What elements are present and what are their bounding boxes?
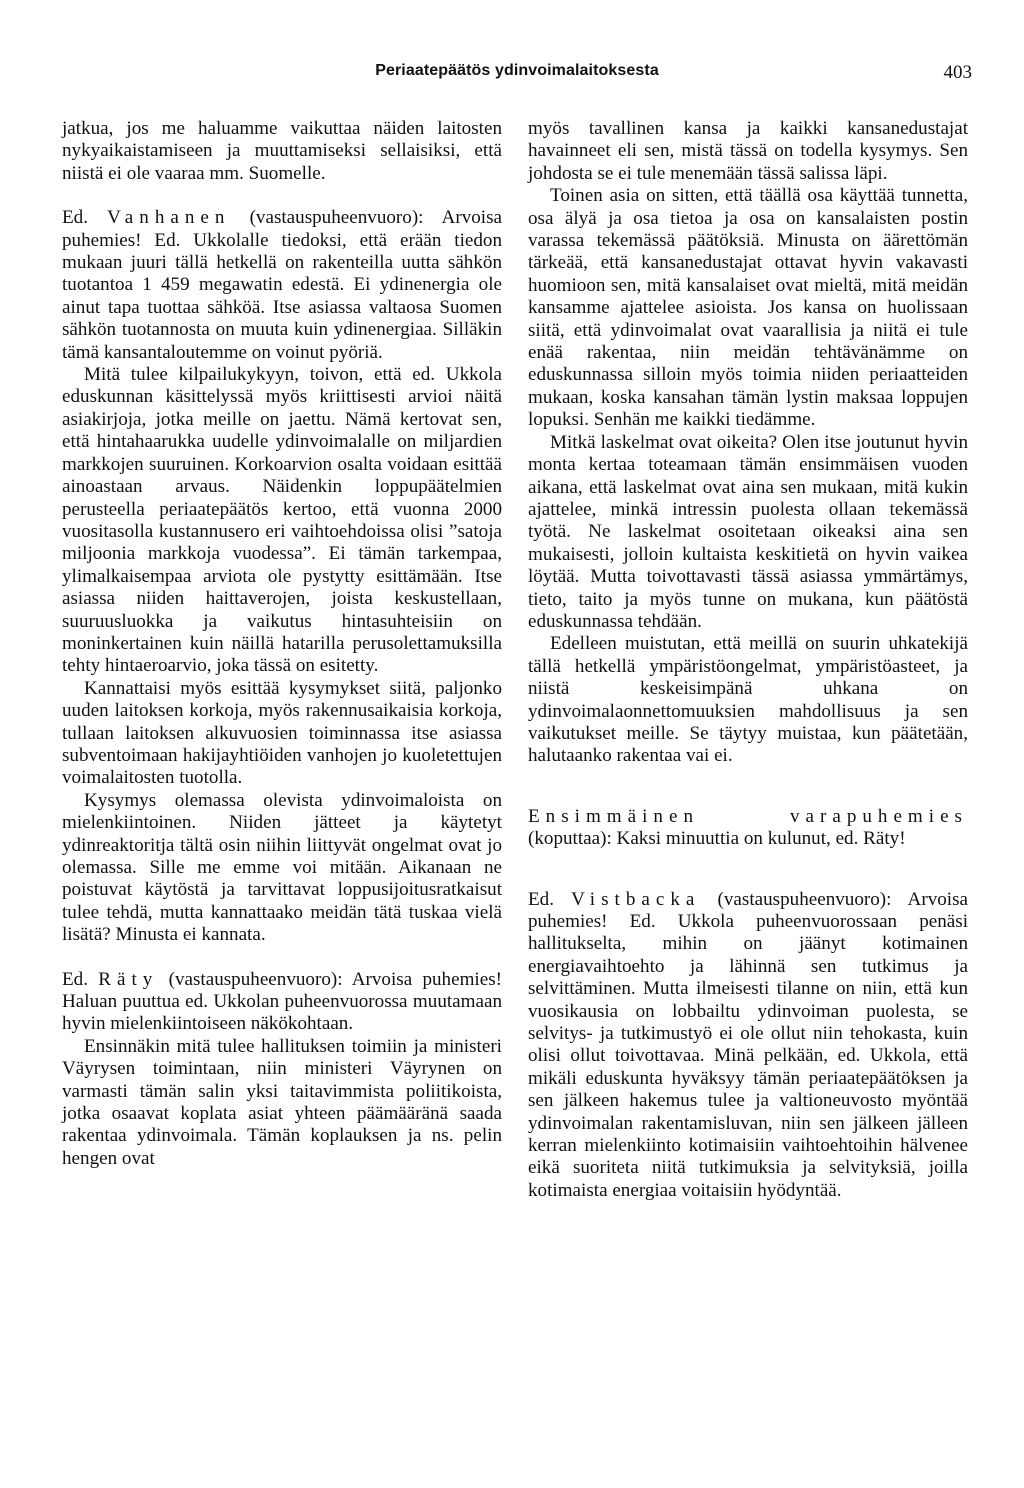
paragraph: Mitkä laskelmat ovat oikeita? Olen itse joutunut hyvin monta kertaa toteamaan tämän ensimmäisen vuoden aikana, että laskelmat ovat aina sen mukaan, mitä kukin ajattelee, minkä intressin puolesta ollaan tekemässä työtä. Ne laskelmat osoitetaan oikeaksi aina sen mukaisesti, jolloin kultaista keskitietä on hyvin vaikea löytää. Mutta toivottavasti tässä asiassa ymmärtämys, tieto, taito ja myös tunne on mukana, kun päätöstä eduskunnassa tehdään. (528, 431, 968, 632)
speech-vanhanen (62, 207, 502, 364)
speaker-prefix: Ed. (62, 207, 88, 229)
speech-text: (vastauspuheenvuoro): Arvoisa puhemies! Haluan puuttua ed. Ukkolan puheenvuorossa muutamaan hyvin mielenkiintoiseen näkökohtaan. (62, 968, 502, 1035)
paragraph: Edelleen muistutan, että meillä on suurin uhkatekijä tällä hetkellä ympäristöongelmat, ympäristöasteet, ja niistä keskeisimpänä uhkana on ydinvoimalaonnettomuuksien mahdollisuus ja sen vaikutukset meille. Se täytyy muistaa, kun päätetään, halutaanko rakentaa vai ei. (528, 633, 968, 767)
paragraph: Mitä tulee kilpailukykyyn, toivon, että ed. Ukkola eduskunnan käsittelyssä myös kriittisesti arvioi näitä asiakirjoja, jotka meille on jaettu. Nämä kertovat sen, että hintahaarukka uudelle ydinvoimalalle on miljardien markkojen suuruinen. Korkoarvion osalta voidaan esittää ainoastaan arvaus. Näidenkin loppupäätelmien perusteella periaatepäätös kertoo, että vuonna 2000 vuositasolla kustannusero eri vaihtoehdoissa olisi ”satoja miljoonia markkoja vuodessa”. Ei tämän tarkempaa, ylimalkaisempaa arviota ole pystytty esittämään. Itse asiassa niiden haittaverojen, joista keskustellaan, suuruusluokka ja vaikutus hintasuhteisiin on moninkertainen kuin näillä hatarilla perusolettamuksilla tehty hintaeroarvio, joka tässä on esitetty. (62, 364, 502, 677)
speech-text: (vastauspuheenvuoro): Arvoisa puhemies! Ed. Ukkolalle tiedoksi, että erään tiedon mukaan juuri tällä hetkellä on rakenteilla uutta sähkön tuotantoa 1 459 megawatin edestä. Ei ydinenergia ole ainut tapa tuottaa sähköä. Itse asiassa valtaosa Suomen sähkön tuotannosta on muuta kuin ydinenergiaa. Silläkin tämä kansantaloutemme on voinut pyöriä. (62, 207, 503, 363)
paragraph: myös tavallinen kansa ja kaikki kansanedustajat havainneet eli sen, mistä tässä on todella kysymys. Sen johdosta se ei tule menemään tässä salissa läpi. (528, 118, 968, 184)
left-column (62, 118, 502, 1170)
speech-raty (62, 969, 502, 1036)
paragraph: Kysymys olemassa olevista ydinvoimaloista on mielenkiintoinen. Niiden jätteet ja käytetyt ydinreaktoritja tältä osin niihin liittyvät ongelmat ovat jo olemassa. Sille me emme voi mitään. Aikanaan ne poistuvat käytöstä ja tarvittavat loppusijoitusratkaisut tulee tehdä, mutta kannattaako meidän tätä tuskaa vielä lisätä? Minusta ei kannata. (62, 789, 502, 946)
paragraph: jatkua, jos me haluamme vaikuttaa näiden laitosten nykyaikaistamiseen ja muuttamiseksi sellaisiksi, että niistä ei ole vaaraa mm. Suomelle. (62, 118, 502, 184)
speaker-name: Vistbacka (571, 888, 701, 910)
paragraph: Ensinnäkin mitä tulee hallituksen toimiin ja ministeri Väyrysen toimintaan, niin ministeri Väyrynen on varmasti tämän salin yksi taitavimmista poliitikoista, jotka osaavat koplata asiat yhteen päämääränä saada rakentaa ydinvoimala. Tämän koplauksen ja ns. pelin hengen ovat (62, 1035, 502, 1169)
page-header (62, 62, 972, 86)
paragraph: Kannattaisi myös esittää kysymykset siitä, paljonko uuden laitoksen korkoja, myös rakennusaikaisia korkoja, tullaan laitoksen alkuvuosien toiminnassa itse asiassa subventoimaan hakijayhtiöiden vanhojen jo kuoletettujen voimalaitosten tuotolla. (62, 677, 502, 789)
speech-text: (vastauspuheenvuoro): Arvoisa puhemies! Ed. Ukkola puheenvuorossaan penäsi hallitukselta, mihin on jäänyt kotimainen energiavaihtoehto ja lähinnä sen tutkimus ja selvittäminen. Mutta ilmeisesti tilanne on niin, että kun vuosikausia on lobbailtu ydinvoiman puolesta, se selvitys- ja tutkimustyö ei ole ollut niin tehokasta, kuin olisi ollut toivottavaa. Minä pelkään, ed. Ukkola, että mikäli eduskunta hyväksyy tämän periaatepäätöksen ja sen jälkeen hakemus tulee ja valtioneuvosto myöntää ydinvoimalan rakentamisluvan, niin sen jälkeen jälleen kerran mielenkiinto kotimaisiin vaihtoehtoihin hälvenee eikä suoriteta niitä tutkimuksia ja selvityksiä, joilla kotimaista energiaa voitaisiin hyödyntää. (528, 888, 969, 1201)
speaker-prefix: Ed. (528, 888, 554, 910)
right-column (528, 118, 968, 1202)
page-number: 403 (943, 62, 972, 83)
paragraph: Toinen asia on sitten, että täällä osa käyttää tunnetta, osa älyä ja osa tietoa ja osa on kansalaisten postin varassa tekemässä päätöksiä. Minusta on äärettömän tärkeää, että kansanedustajat ottavat hyvin vakavasti huomioon sen, mitä kansalaiset ovat mieltä, mitä meidän kansamme ajattelee asioista. Jos kansa on huolissaan siitä, että ydinvoimalat ovat vaarallisia ja niitä ei tule enää rakentaa, niin meidän tehtävänämme on eduskunnassa silloin myös toimia niiden periaatteiden mukaan, koska kansahan tämän lystin maksaa loppujen lopuksi. Senhän me kaikki tiedämme. (528, 185, 968, 431)
speech-vistbacka (528, 889, 968, 1203)
speaker-prefix: Ed. (62, 968, 88, 990)
speaker-name: Räty (98, 968, 159, 990)
speaker-name: Ensimmäinen varapuhemies (528, 805, 968, 827)
speech-varapuhemies (528, 806, 968, 851)
speaker-name: Vanhanen (107, 207, 231, 229)
running-head: Periaatepäätös ydinvoimalaitoksesta (375, 62, 659, 79)
speech-text: (koputtaa): Kaksi minuuttia on kulunut, ed. Räty! (528, 828, 906, 850)
